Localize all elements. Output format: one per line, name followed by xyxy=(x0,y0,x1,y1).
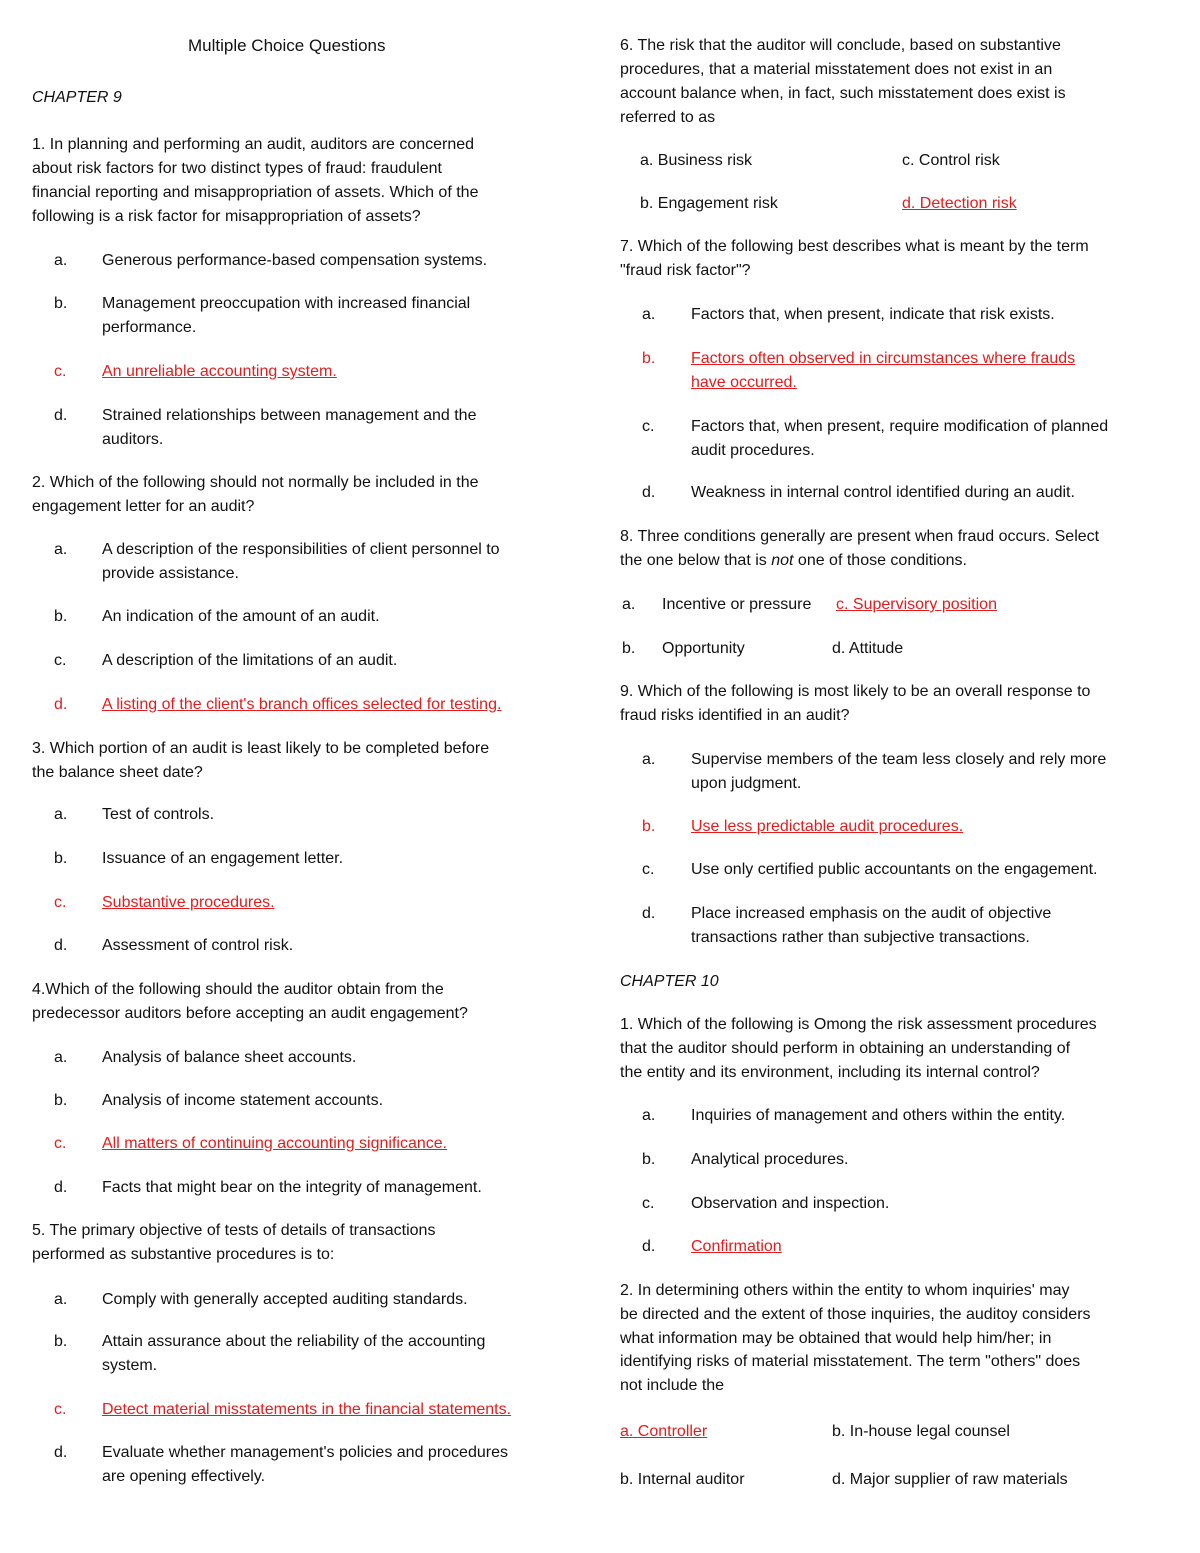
q8-option-b: Opportunity xyxy=(662,640,745,657)
option-letter: d. xyxy=(54,1179,68,1196)
q7-option-c: audit procedures. xyxy=(691,442,815,459)
option-letter: c. xyxy=(642,418,655,435)
q1-option-c-answer: An unreliable accounting system. xyxy=(102,363,337,380)
option-letter: d. xyxy=(54,937,68,954)
q6-stem-line: procedures, that a material misstatement does not exist in an xyxy=(620,61,1053,78)
option-letter: b. xyxy=(54,1333,68,1350)
option-letter: a. xyxy=(54,252,68,269)
q9-stem-line: 9. Which of the following is most likely to be an overall response to xyxy=(620,683,1091,700)
option-letter: c. xyxy=(54,894,67,911)
q6-option-d-answer: d. Detection risk xyxy=(902,195,1017,212)
q9-option-d: transactions rather than subjective transactions. xyxy=(691,929,1030,946)
q3-option-b: Issuance of an engagement letter. xyxy=(102,850,344,867)
c10-q1-stem-line: 1. Which of the following is Omong the risk assessment procedures xyxy=(620,1016,1097,1033)
option-letter: b. xyxy=(642,1151,656,1168)
q6-stem-line: 6. The risk that the auditor will conclude, based on substantive xyxy=(620,37,1061,54)
q8-option-a: Incentive or pressure xyxy=(662,596,812,613)
chapter-9-heading: CHAPTER 9 xyxy=(32,89,122,106)
q4-option-d: Facts that might bear on the integrity of management. xyxy=(102,1179,482,1196)
c10-q2-option-a-answer: a. Controller xyxy=(620,1423,708,1440)
c10-q2-stem-line: what information may be obtained that would help him/her; in xyxy=(620,1330,1052,1347)
option-letter: a. xyxy=(642,751,656,768)
option-letter: b. xyxy=(54,295,68,312)
option-letter: c. xyxy=(54,652,67,669)
q7-stem-line: "fraud risk factor"? xyxy=(620,262,751,279)
option-letter: b. xyxy=(622,640,636,657)
c10-q2-option-c: b. Internal auditor xyxy=(620,1471,745,1488)
q5-option-a: Comply with generally accepted auditing standards. xyxy=(102,1291,468,1308)
option-letter: d. xyxy=(642,484,656,501)
q4-option-a: Analysis of balance sheet accounts. xyxy=(102,1049,357,1066)
option-letter: b. xyxy=(54,1092,68,1109)
q2-option-d-answer: A listing of the client's branch offices selected for testing. xyxy=(102,696,502,713)
option-letter: a. xyxy=(622,596,636,613)
option-letter: a. xyxy=(54,541,68,558)
q5-option-d: Evaluate whether management's policies and procedures xyxy=(102,1444,508,1461)
q8-stem-line xyxy=(620,549,967,573)
option-letter: d. xyxy=(54,407,68,424)
q9-option-d: Place increased emphasis on the audit of objective xyxy=(691,905,1052,922)
option-letter: a. xyxy=(54,1049,68,1066)
q9-stem-line: fraud risks identified in an audit? xyxy=(620,707,850,724)
option-letter: d. xyxy=(642,1238,656,1255)
option-letter: b. xyxy=(642,350,656,367)
c10-q2-stem-line: not include the xyxy=(620,1377,725,1394)
q3-stem-line: the balance sheet date? xyxy=(32,764,203,781)
c10-q2-stem-line: 2. In determining others within the entity to whom inquiries' may xyxy=(620,1282,1070,1299)
option-letter: a. xyxy=(642,306,656,323)
q8-stem-line: 8. Three conditions generally are present when fraud occurs. Select xyxy=(620,528,1100,545)
q5-option-c-answer: Detect material misstatements in the financial statements. xyxy=(102,1401,512,1418)
c10-q2-option-d: d. Major supplier of raw materials xyxy=(832,1471,1068,1488)
q5-stem-line: 5. The primary objective of tests of details of transactions xyxy=(32,1222,436,1239)
q3-option-a: Test of controls. xyxy=(102,806,215,823)
c10-q1-option-a: Inquiries of management and others within the entity. xyxy=(691,1107,1066,1124)
option-letter: d. xyxy=(54,696,68,713)
q1-option-d: auditors. xyxy=(102,431,164,448)
c10-q2-option-b: b. In-house legal counsel xyxy=(832,1423,1010,1440)
q1-option-d: Strained relationships between management and the xyxy=(102,407,477,424)
q1-stem-line: following is a risk factor for misappropriation of assets? xyxy=(32,208,421,225)
q7-option-a: Factors that, when present, indicate that risk exists. xyxy=(691,306,1055,323)
q8-stem-text: one of those conditions. xyxy=(793,552,967,569)
q7-option-b-answer: Factors often observed in circumstances where frauds xyxy=(691,350,1076,367)
q1-option-b: Management preoccupation with increased financial xyxy=(102,295,471,312)
c10-q1-option-b: Analytical procedures. xyxy=(691,1151,849,1168)
option-letter: c. xyxy=(54,1135,67,1152)
q7-stem-line: 7. Which of the following best describes what is meant by the term xyxy=(620,238,1089,255)
q3-stem-line: 3. Which portion of an audit is least likely to be completed before xyxy=(32,740,490,757)
q6-option-a: a. Business risk xyxy=(640,152,753,169)
option-letter: c. xyxy=(642,861,655,878)
q4-option-c-answer: All matters of continuing accounting significance. xyxy=(102,1135,448,1152)
q2-option-c: A description of the limitations of an audit. xyxy=(102,652,398,669)
q4-stem-line: 4.Which of the following should the auditor obtain from the xyxy=(32,981,444,998)
q3-option-c-answer: Substantive procedures. xyxy=(102,894,275,911)
q6-option-b: b. Engagement risk xyxy=(640,195,778,212)
q1-stem-line: financial reporting and misappropriation of assets. Which of the xyxy=(32,184,479,201)
q5-stem-line: performed as substantive procedures is to: xyxy=(32,1246,335,1263)
option-letter: c. xyxy=(54,363,67,380)
q2-option-a: A description of the responsibilities of client personnel to xyxy=(102,541,500,558)
q8-option-c-answer: c. Supervisory position xyxy=(836,596,997,613)
option-letter: b. xyxy=(642,818,656,835)
q3-option-d: Assessment of control risk. xyxy=(102,937,294,954)
q1-option-b: performance. xyxy=(102,319,197,336)
chapter-10-heading: CHAPTER 10 xyxy=(620,973,719,990)
c10-q2-stem-line: identifying risks of material misstatement. The term "others" does xyxy=(620,1353,1081,1370)
q2-stem-line: engagement letter for an audit? xyxy=(32,498,255,515)
q2-option-b: An indication of the amount of an audit. xyxy=(102,608,380,625)
q9-option-a: Supervise members of the team less closely and rely more xyxy=(691,751,1107,768)
option-letter: b. xyxy=(54,850,68,867)
q6-stem-line: referred to as xyxy=(620,109,716,126)
c10-q2-stem-line: be directed and the extent of those inquiries, the auditoy considers xyxy=(620,1306,1091,1323)
page-title: Multiple Choice Questions xyxy=(188,36,386,55)
q5-option-d: are opening effectively. xyxy=(102,1468,266,1485)
q7-option-b-answer: have occurred. xyxy=(691,374,797,391)
c10-q1-option-d-answer: Confirmation xyxy=(691,1238,782,1255)
option-letter: a. xyxy=(54,1291,68,1308)
option-letter: b. xyxy=(54,608,68,625)
q5-option-b: system. xyxy=(102,1357,158,1374)
c10-q1-stem-line: that the auditor should perform in obtaining an understanding of xyxy=(620,1040,1071,1057)
option-letter: c. xyxy=(54,1401,67,1418)
q6-option-c: c. Control risk xyxy=(902,152,1000,169)
q5-option-b: Attain assurance about the reliability of the accounting xyxy=(102,1333,486,1350)
q7-option-d: Weakness in internal control identified during an audit. xyxy=(691,484,1075,501)
q8-stem-text: the one below that is xyxy=(620,552,772,569)
c10-q1-stem-line: the entity and its environment, including its internal control? xyxy=(620,1064,1040,1081)
q9-option-b-answer: Use less predictable audit procedures. xyxy=(691,818,964,835)
option-letter: d. xyxy=(54,1444,68,1461)
c10-q1-option-c: Observation and inspection. xyxy=(691,1195,890,1212)
q2-stem-line: 2. Which of the following should not normally be included in the xyxy=(32,474,479,491)
q4-option-b: Analysis of income statement accounts. xyxy=(102,1092,384,1109)
q9-option-a: upon judgment. xyxy=(691,775,802,792)
q1-stem-line: about risk factors for two distinct types of fraud: fraudulent xyxy=(32,160,442,177)
q7-option-c: Factors that, when present, require modification of planned xyxy=(691,418,1109,435)
option-letter: a. xyxy=(642,1107,656,1124)
q8-stem-emphasis: not xyxy=(771,552,794,569)
q1-stem-line: 1. In planning and performing an audit, auditors are concerned xyxy=(32,136,475,153)
q6-stem-line: account balance when, in fact, such misstatement does exist is xyxy=(620,85,1066,102)
q1-option-a: Generous performance-based compensation systems. xyxy=(102,252,488,269)
q2-option-a: provide assistance. xyxy=(102,565,239,582)
option-letter: c. xyxy=(642,1195,655,1212)
q8-option-d: d. Attitude xyxy=(832,640,904,657)
q9-option-c: Use only certified public accountants on the engagement. xyxy=(691,861,1098,878)
option-letter: d. xyxy=(642,905,656,922)
option-letter: a. xyxy=(54,806,68,823)
q4-stem-line: predecessor auditors before accepting an audit engagement? xyxy=(32,1005,468,1022)
